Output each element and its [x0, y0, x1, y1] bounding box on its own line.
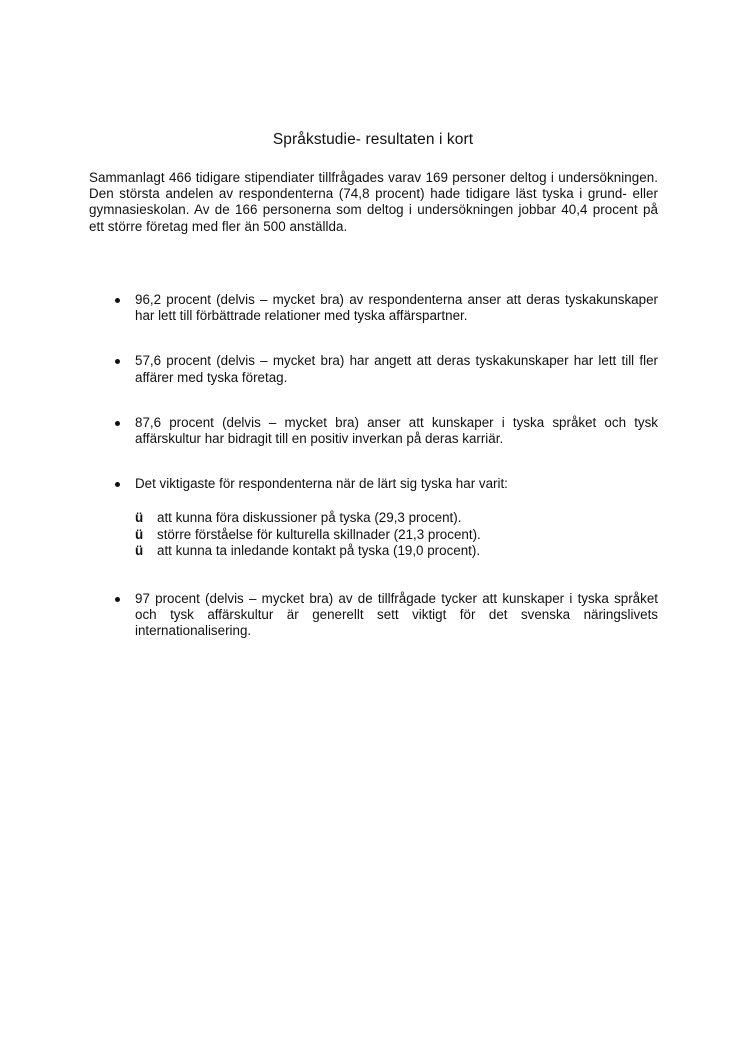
sub-item-text: att kunna föra diskussioner på tyska (29,3 procent). — [157, 510, 462, 526]
bullet-item — [89, 292, 658, 324]
bullet-item — [89, 353, 658, 385]
bullet-list — [89, 292, 658, 640]
sub-list-item — [135, 527, 658, 543]
bullet-text: 97 procent (delvis – mycket bra) av de tillfrågade tycker att kunskaper i tyska språket och tysk affärskultur är generellt sett viktigt för det svenska näringslivets internationalisering. — [135, 591, 658, 639]
bullet-text: Det viktigaste för respondenterna när de lärt sig tyska har varit: — [135, 476, 508, 492]
sub-item-text: att kunna ta inledande kontakt på tyska (19,0 procent). — [157, 542, 481, 558]
sub-list-item — [135, 543, 658, 559]
sub-list-item — [135, 510, 658, 526]
bullet-text: 57,6 procent (delvis – mycket bra) har angett att deras tyskakunskaper har lett till fler affärer med tyska företag. — [135, 353, 658, 385]
bullet-marker — [115, 421, 120, 426]
bullet-marker — [115, 597, 120, 602]
bullet-text: 87,6 procent (delvis – mycket bra) anser att kunskaper i tyska språket och tysk affärskultur har bidragit till en positiv inverkan på deras karriär. — [135, 414, 658, 447]
bullet-marker — [115, 482, 120, 487]
bullet-text: 96,2 procent (delvis – mycket bra) av respondenterna anser att deras tyskakunskaper har lett till förbättrade relationer med tyska affärspartner. — [135, 292, 658, 324]
intro-paragraph: Sammanlagt 466 tidigare stipendiater tillfrågades varav 169 personer deltog i undersökningen. Den största andelen av respondenterna (74,8 procent) hade tidigare läst tyska i grund- eller gymnasieskolan. Av de 166 personerna som deltog i undersökningen jobbar 40,4 procent på ett större företag med fler än 500 anställda. — [89, 170, 658, 234]
sub-item-text: större förståelse för kulturella skillnader (21,3 procent). — [157, 526, 481, 542]
check-marker: ü — [135, 510, 144, 526]
check-marker: ü — [135, 542, 144, 558]
bullet-marker — [115, 359, 120, 364]
page-title: Språkstudie- resultaten i kort — [272, 131, 474, 148]
sub-list — [135, 510, 658, 559]
bullet-item — [89, 415, 658, 447]
bullet-item — [89, 591, 658, 640]
bullet-marker — [115, 298, 120, 303]
check-marker: ü — [135, 526, 144, 542]
bullet-item — [89, 476, 658, 559]
